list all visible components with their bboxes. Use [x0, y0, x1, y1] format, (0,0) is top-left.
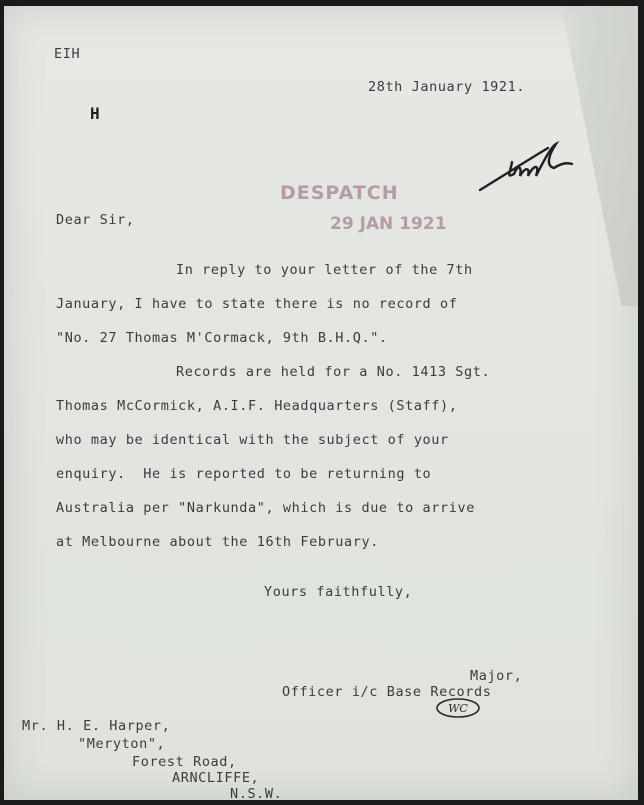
salutation: Dear Sir,: [56, 212, 135, 228]
body-line: who may be identical with the subject of your: [56, 432, 449, 448]
body-line: Australia per "Narkunda", which is due to arrive: [56, 500, 475, 516]
address-suburb: ARNCLIFFE,: [172, 770, 260, 786]
address-state: N.S.W.: [230, 786, 283, 800]
body-line: "No. 27 Thomas M'Cormack, 9th B.H.Q.".: [56, 330, 388, 346]
body-line: at Melbourne about the 16th February.: [56, 534, 379, 550]
initials-circle-icon: [434, 696, 482, 720]
address-name: Mr. H. E. Harper,: [22, 718, 171, 734]
letter-page: [4, 6, 638, 800]
handwritten-mark: H: [90, 104, 101, 123]
body-line: January, I have to state there is no record of: [56, 296, 458, 312]
body-line: enquiry. He is reported to be returning to: [56, 466, 432, 482]
letter-date: 28th January 1921.: [368, 79, 526, 95]
handwritten-signature-icon: [476, 134, 576, 196]
despatch-stamp-date: 29 JAN 1921: [330, 214, 447, 234]
body-line: Records are held for a No. 1413 Sgt.: [176, 364, 491, 380]
body-line: In reply to your letter of the 7th: [176, 262, 473, 278]
initials-text: WC: [448, 702, 468, 715]
despatch-stamp: DESPATCH: [280, 182, 399, 204]
signatory-rank: Major,: [470, 668, 523, 684]
address-street: Forest Road,: [132, 754, 237, 770]
closing: Yours faithfully,: [264, 584, 413, 600]
address-house: "Meryton",: [78, 736, 166, 752]
reference-code: EIH: [54, 46, 81, 62]
signatory-title: Officer i/c Base Records: [282, 684, 492, 700]
body-line: Thomas McCormick, A.I.F. Headquarters (Staff),: [56, 398, 458, 414]
